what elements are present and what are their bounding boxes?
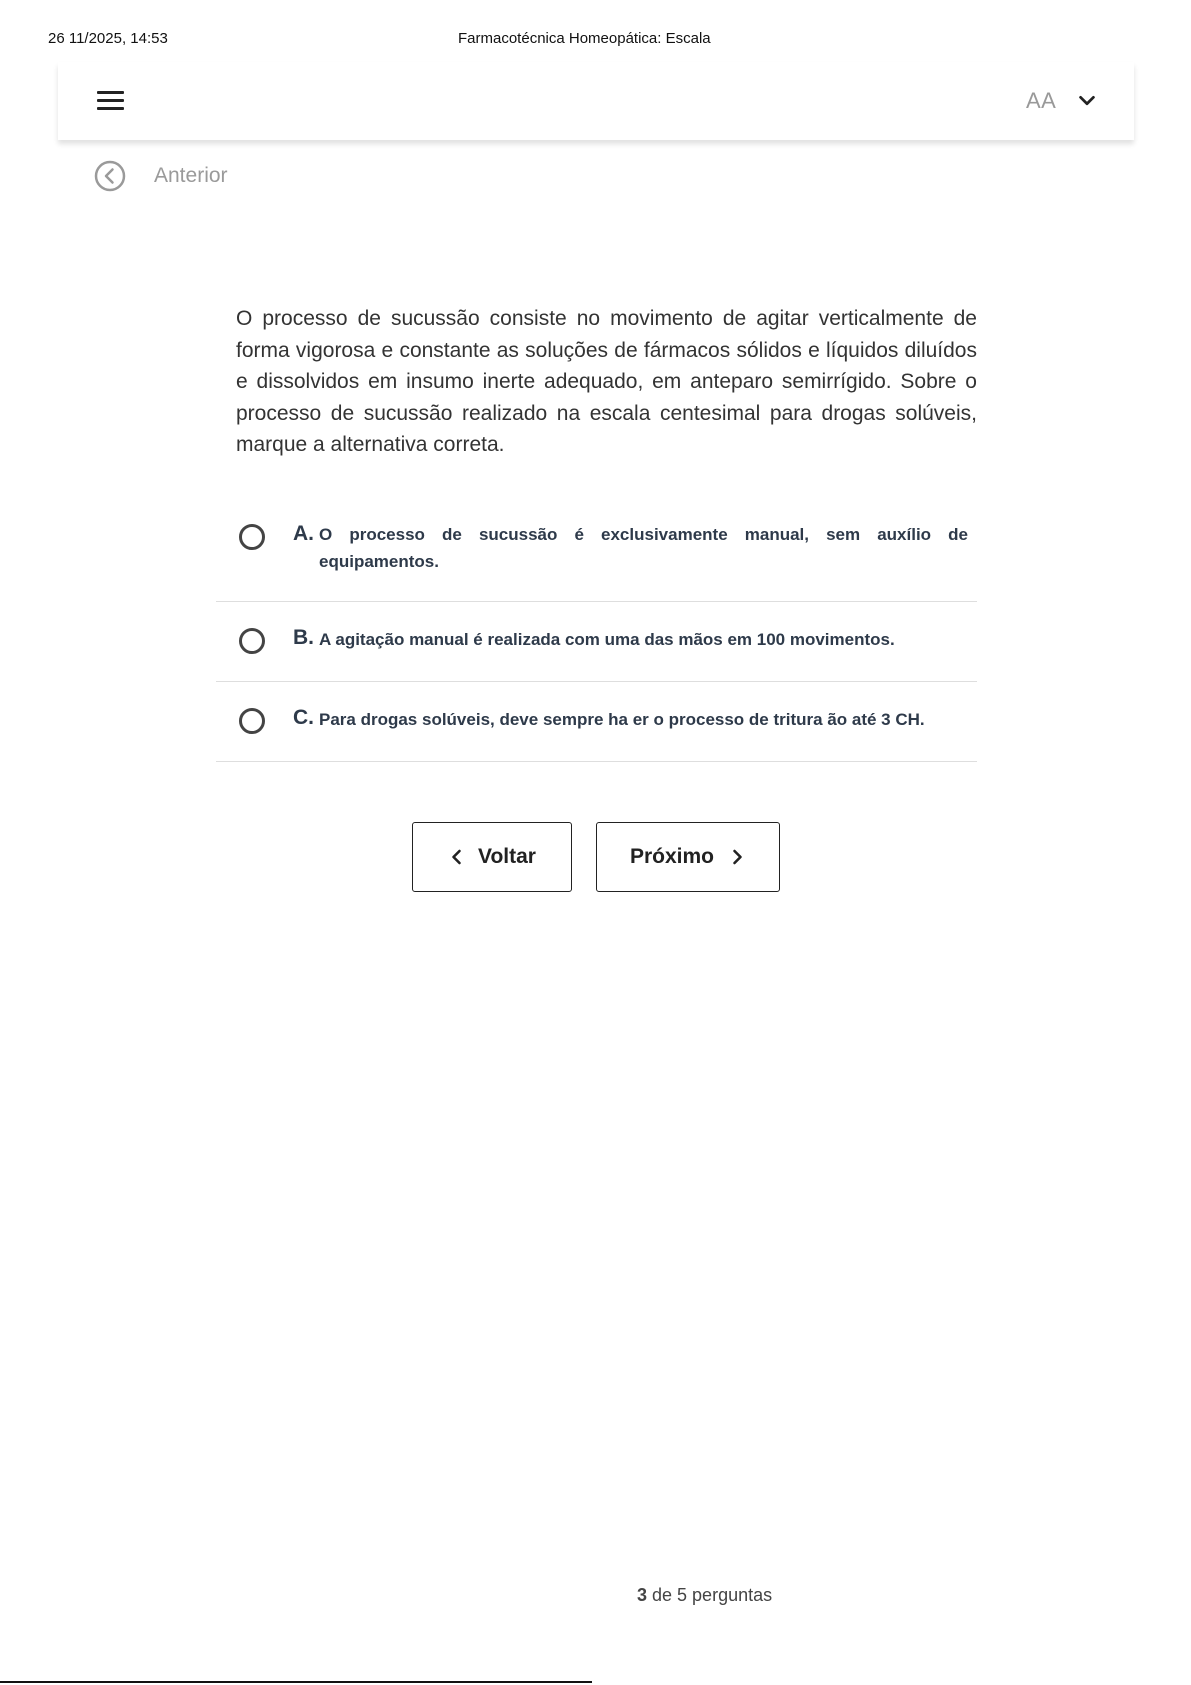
progress-suffix: de 5 perguntas bbox=[647, 1585, 773, 1605]
option-text: A agitação manual é realizada com uma das mãos em 100 movimentos. bbox=[319, 630, 895, 649]
next-button-label: Próximo bbox=[629, 845, 715, 868]
navigation-buttons bbox=[412, 822, 780, 892]
option-text: O processo de sucussão é exclusivamente manual, sem auxílio de equipamentos. bbox=[319, 525, 968, 571]
previous-link[interactable] bbox=[94, 160, 228, 192]
option-letter: B. bbox=[293, 626, 314, 649]
option-text: Para drogas solúveis, deve sempre ha er o processo de tritura ão até 3 CH. bbox=[319, 710, 925, 729]
option-letter: C. bbox=[293, 706, 314, 729]
circle-chevron-left-icon bbox=[94, 160, 126, 192]
option-a[interactable] bbox=[216, 508, 977, 602]
radio-button[interactable] bbox=[239, 708, 265, 734]
radio-button[interactable] bbox=[239, 524, 265, 550]
option-c[interactable] bbox=[216, 682, 977, 762]
radio-button[interactable] bbox=[239, 628, 265, 654]
chevron-left-icon bbox=[448, 848, 466, 866]
font-size-label: AA bbox=[1026, 88, 1057, 113]
font-size-button[interactable] bbox=[1026, 83, 1098, 119]
back-button[interactable] bbox=[412, 822, 572, 892]
print-page-title: Farmacotécnica Homeopática: Escala bbox=[458, 30, 711, 47]
question-text: O processo de sucussão consiste no movimento de agitar verticalmente de forma vigorosa e constante as soluções de fármacos sólidos e líquidos diluídos e dissolvidos em insumo inerte adequado, em anteparo semirrígido. Sobre o processo de sucussão realizado na escala centesimal para drogas solúveis, marque a alternativa correta. bbox=[236, 307, 977, 456]
hamburger-menu-icon[interactable] bbox=[95, 85, 127, 117]
page-divider bbox=[0, 1681, 592, 1683]
option-letter: A. bbox=[293, 522, 314, 545]
next-button[interactable] bbox=[596, 822, 780, 892]
chevron-down-icon bbox=[1076, 90, 1098, 112]
answer-options bbox=[216, 508, 977, 762]
previous-label: Anterior bbox=[154, 164, 228, 187]
question-progress bbox=[637, 1585, 772, 1606]
print-header bbox=[48, 30, 1143, 50]
option-b[interactable] bbox=[216, 602, 977, 682]
chevron-right-icon bbox=[728, 848, 746, 866]
back-button-label: Voltar bbox=[478, 845, 536, 868]
top-toolbar bbox=[58, 62, 1134, 140]
print-datetime: 26 11/2025, 14:53 bbox=[48, 30, 168, 47]
progress-current: 3 bbox=[637, 1585, 648, 1605]
